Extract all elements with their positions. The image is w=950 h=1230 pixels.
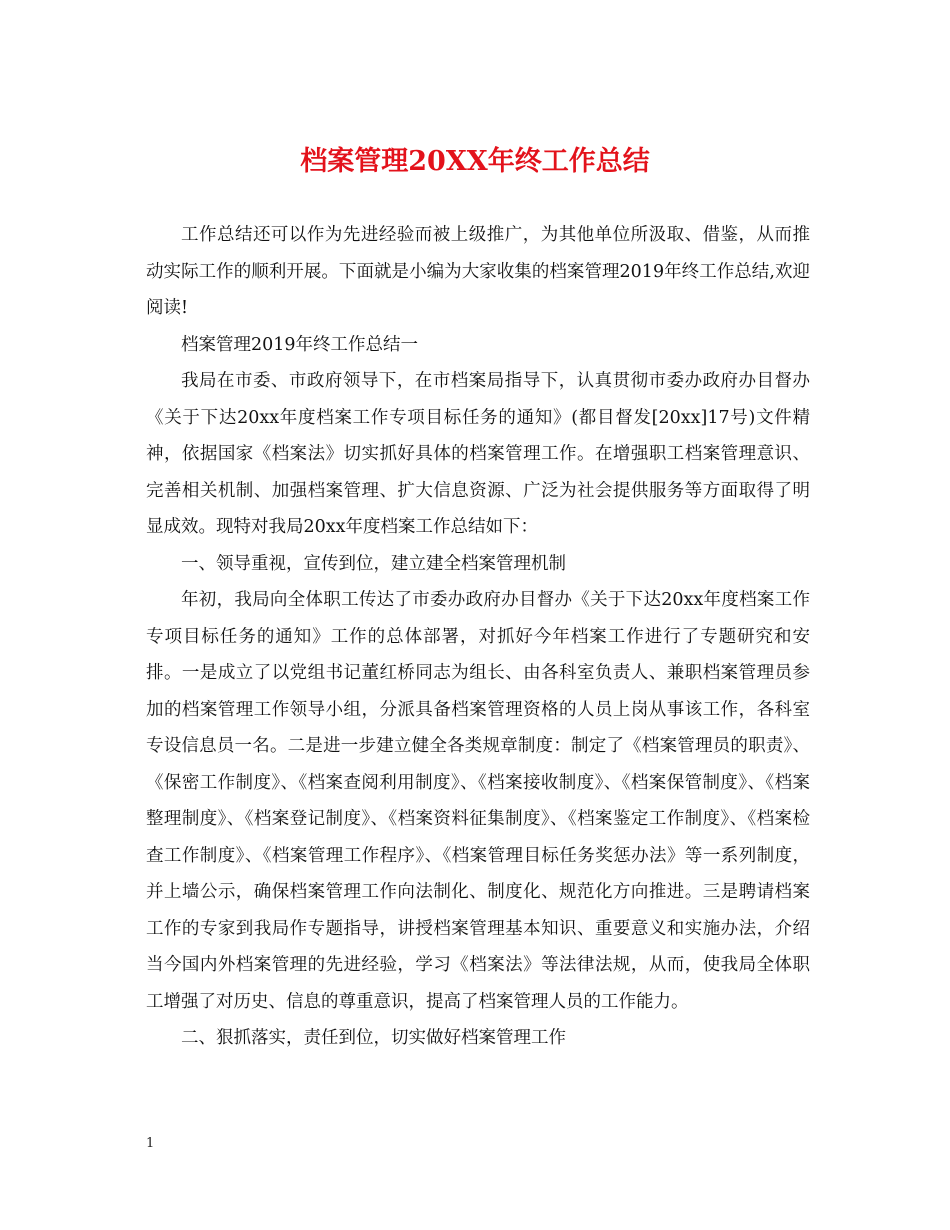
- body-paragraph: 年初，我局向全体职工传达了市委办政府办目督办《关于下达20xx年度档案工作专项目标任务的通知》工作的总体部署，对抓好今年档案工作进行了专题研究和安排。一是成立了以党组书记董红桥同志为组长、由各科室负责人、兼职档案管理员参加的档案管理工作领导小组，分派具备档案管理资格的人员上岗从事该工作，各科室专设信息员一名。二是进一步建立健全各类规章制度：制定了《档案管理员的职责》、《保密工作制度》、《档案查阅利用制度》、《档案接收制度》、《档案保管制度》、《档案整理制度》、《档案登记制度》、《档案资料征集制度》、《档案鉴定工作制度》、《档案检查工作制度》、《档案管理工作程序》、《档案管理目标任务奖惩办法》等一系列制度，并上墙公示，确保档案管理工作向法制化、制度化、规范化方向推进。三是聘请档案工作的专家到我局作专题指导，讲授档案管理基本知识、重要意义和实施办法，介绍当今国内外档案管理的先进经验，学习《档案法》等法律法规，从而，使我局全体职工增强了对历史、信息的尊重意识，提高了档案管理人员的工作能力。: [146, 590, 810, 1012]
- body-paragraph: 我局在市委、市政府领导下，在市档案局指导下，认真贯彻市委办政府办目督办《关于下达20xx年度档案工作专项目标任务的通知》(都目督发[20xx]17号)文件精神，依据国家《档案法》切实抓好具体的档案管理工作。在增强职工档案管理意识、完善相关机制、加强档案管理、扩大信息资源、广泛为社会提供服务等方面取得了明显成效。现特对我局20xx年度档案工作总结如下：: [146, 371, 810, 537]
- page-number: 1: [146, 1136, 155, 1151]
- section-heading: 一、领导重视，宣传到位，建立建全档案管理机制: [181, 553, 566, 574]
- section-heading: 二、狠抓落实，责任到位，切实做好档案管理工作: [181, 1028, 566, 1048]
- document-body: [146, 217, 810, 1057]
- document-title: 档案管理20XX年终工作总结: [300, 146, 650, 177]
- intro-paragraph: 工作总结还可以作为先进经验而被上级推广，为其他单位所汲取、借鉴，从而推动实际工作的顺利开展。下面就是小编为大家收集的档案管理2019年终工作总结,欢迎阅读!: [146, 225, 810, 318]
- section-heading: 档案管理2019年终工作总结一: [181, 334, 419, 355]
